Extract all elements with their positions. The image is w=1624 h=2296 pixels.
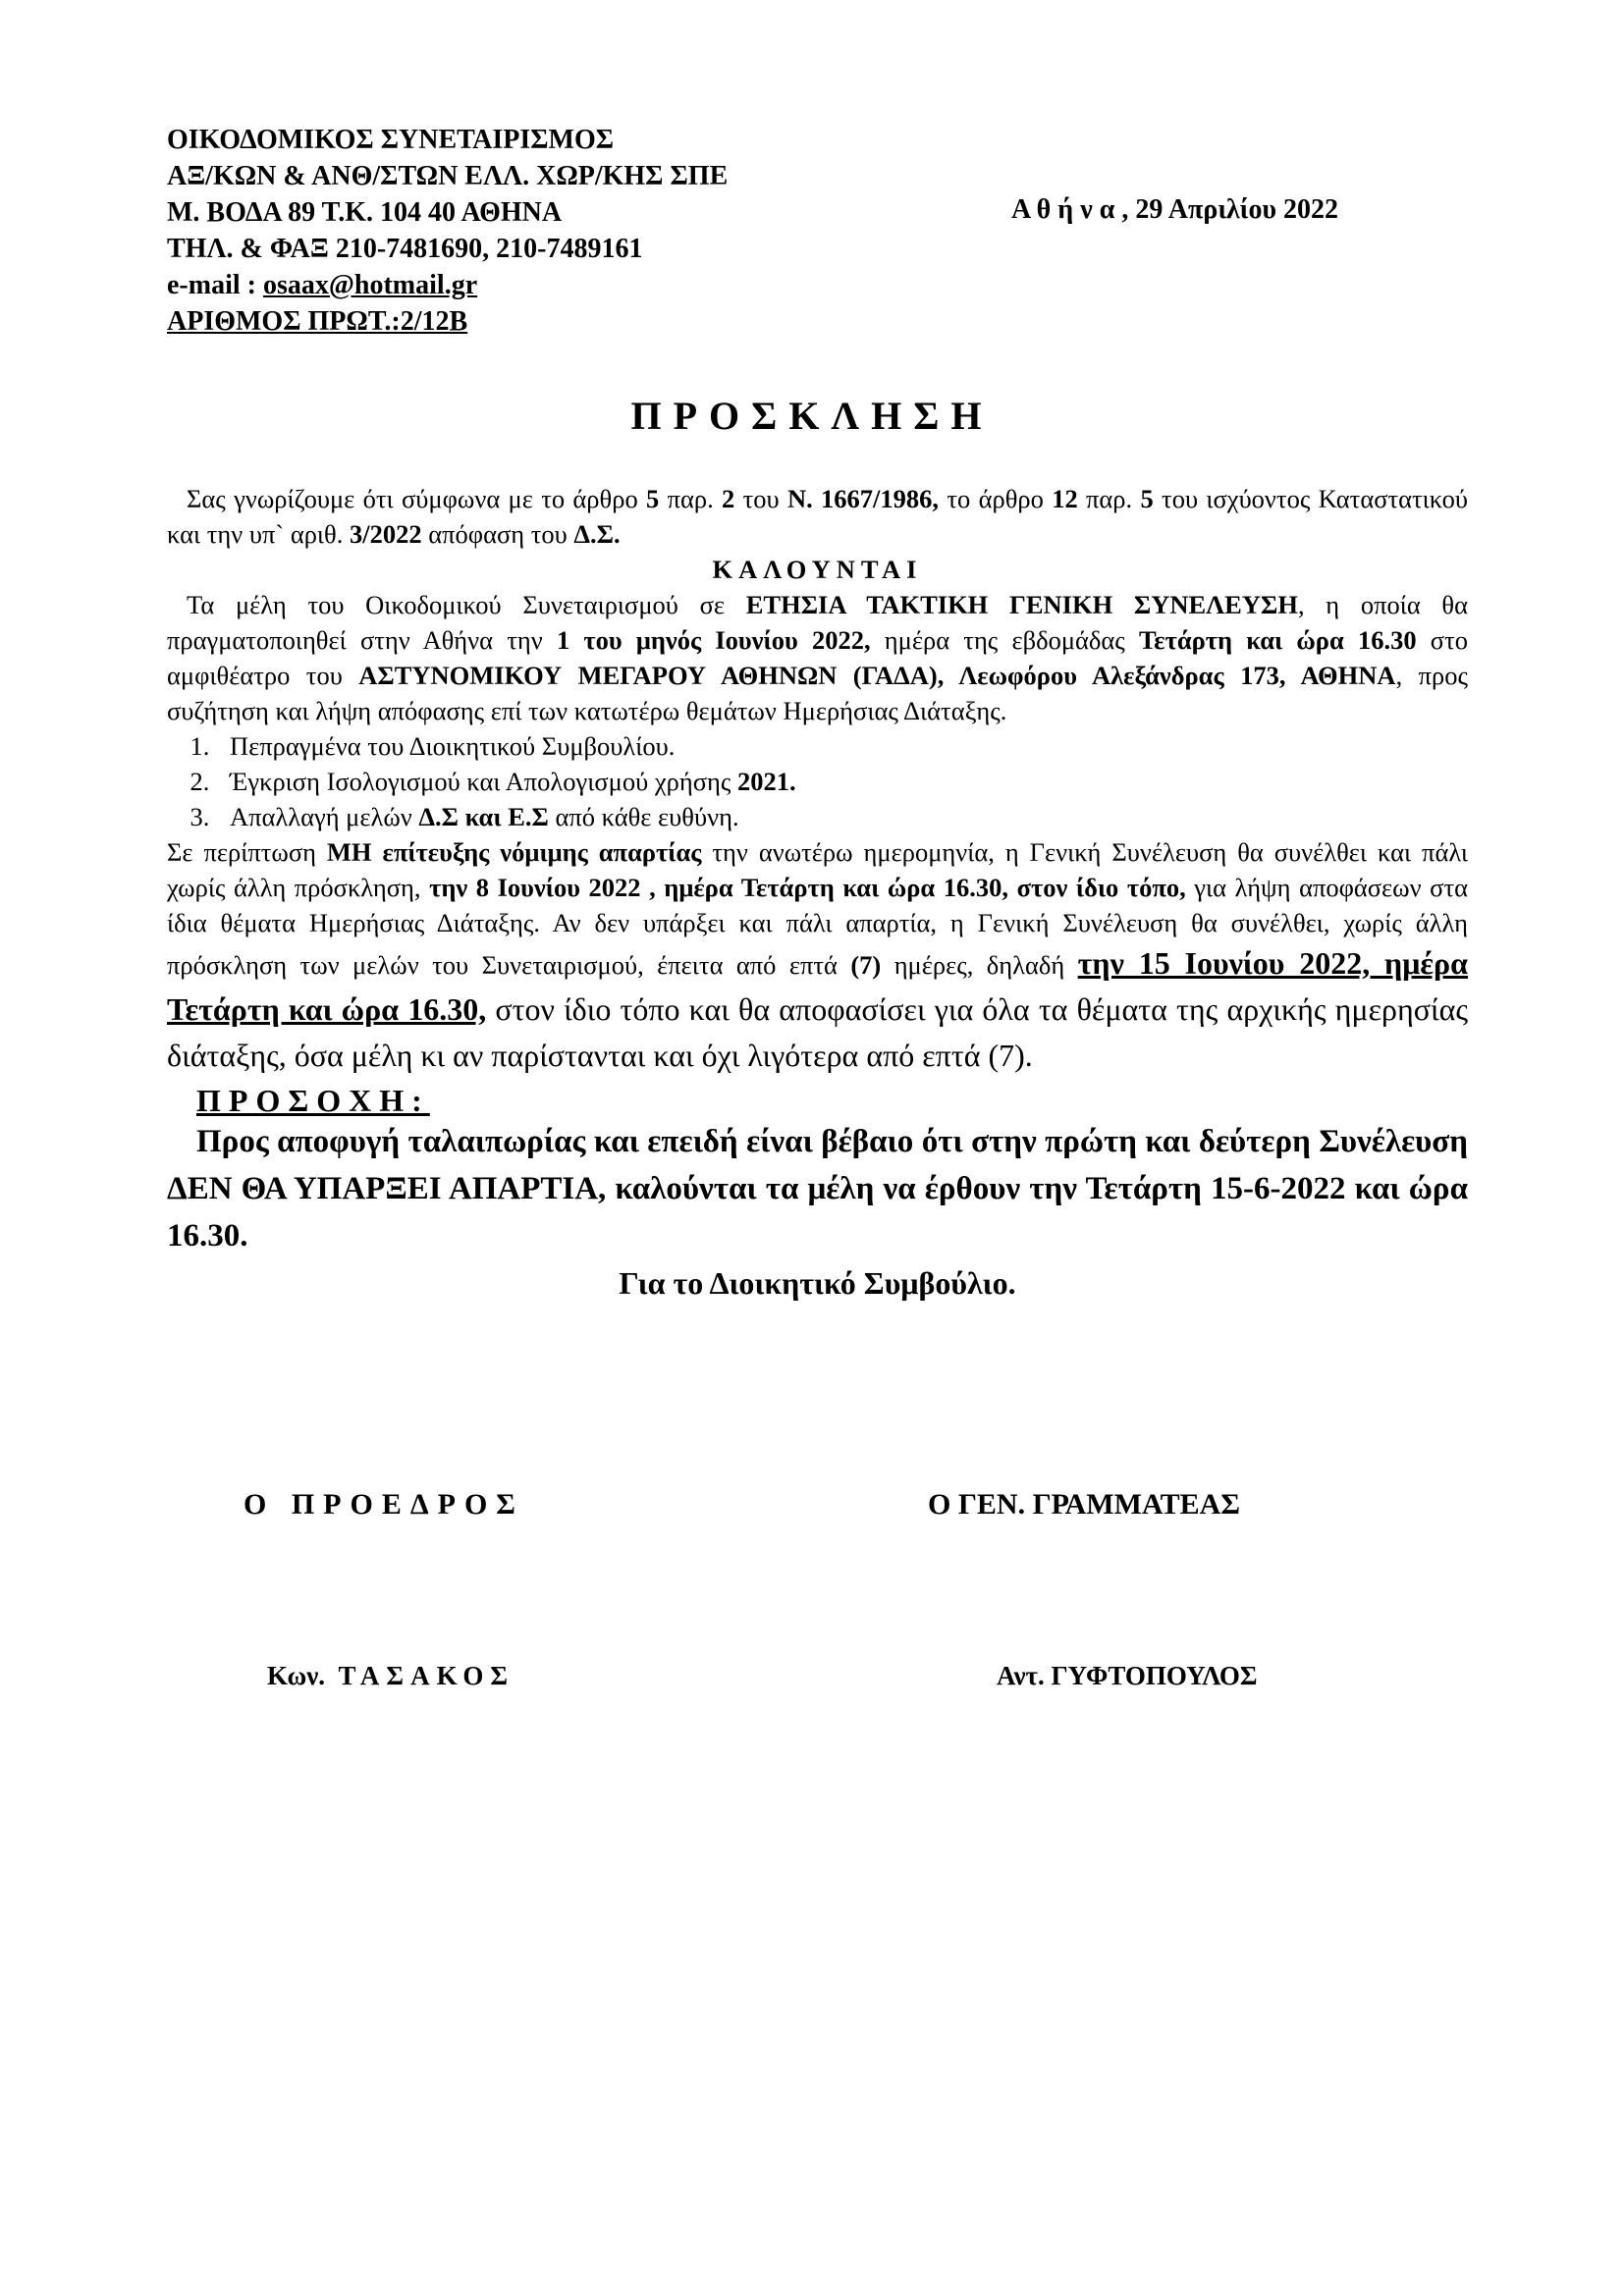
agenda-list [167, 728, 1468, 834]
president-title: Ο ΠΡΟΕΔΡΟΣ [244, 1488, 524, 1521]
quorum-paragraph: Σε περίπτωση ΜΗ επίτευξης νόμιμης απαρτίας την ανωτέρω ημερομηνία, η Γενική Συνέλευση θα συνέλθει και πάλι χωρίς άλλη πρόσκληση, την 8 Ιουνίου 2022 , ημέρα Τετάρτη και ώρα 16.30, στον ίδιο τόπο, για λήψη αποφάσεων στα ίδια θέματα Ημερήσιας Διάταξης. Αν δεν υπάρξει και πάλι απαρτία, η Γενική Συνέλευση θα συνέλθει, χωρίς άλλη πρόσκληση των μελών του Συνεταιρισμού, έπειτα από επτά (7) ημέρες, δηλαδή την 15 Ιουνίου 2022, ημέρα Τετάρτη και ώρα 16.30, στον ίδιο τόπο και θα αποφασίσει για όλα τα θέματα της αρχικής ημερησίας διάταξης, όσα μέλη κι αν παρίστανται και όχι λιγότερα από επτά (7). [167, 837, 1469, 1073]
agenda-item: 3. Απαλλαγή μελών Δ.Σ και Ε.Σ από κάθε ευθύνη. [216, 799, 1468, 834]
letterhead-line-1: ΟΙΚΟΔΟΜΙΚΟΣ ΣΥΝΕΤΑΙΡΙΣΜΟΣ [167, 125, 615, 155]
agenda-item: 1. Πεπραγμένα του Διοικητικού Συμβουλίου. [216, 728, 1468, 764]
letterhead-address: Μ. ΒΟΔΑ 89 Τ.Κ. 104 40 ΑΘΗΝΑ [167, 197, 563, 228]
email-link[interactable]: osaax@hotmail.gr [262, 270, 478, 300]
attention-heading: ΠΡΟΣΟΧΗ: [196, 1083, 430, 1118]
agenda-item: 2. Έγκριση Ισολογισμού και Απολογισμού χρήσης 2021. [216, 764, 1468, 799]
board-signoff: Για το Διοικητικό Συμβούλιο. [619, 1265, 1016, 1301]
document-date: Α θ ή ν α , 29 Απριλίου 2022 [1011, 194, 1338, 225]
email-label: e-mail : [167, 270, 263, 300]
intro-paragraph: Σας γνωρίζουμε ότι σύμφωνα με το άρθρο 5 παρ. 2 του Ν. 1667/1986, το άρθρο 12 παρ. 5 του ισχύοντος Καταστατικού και την υπ` αριθ. 3/2022 απόφαση του Δ.Σ. [167, 484, 1468, 549]
letterhead-line-2: ΑΞ/ΚΩΝ & ΑΝΘ/ΣΤΩΝ ΕΛΛ. ΧΩΡ/ΚΗΣ ΣΠΕ [167, 161, 729, 191]
letterhead [167, 122, 728, 340]
letterhead-phone: ΤΗΛ. & ΦΑΞ 210-7481690, 210-7489161 [167, 234, 643, 264]
attention-paragraph: Προς αποφυγή ταλαιπωρίας και επειδή είναι βέβαιο ότι στην πρώτη και δεύτερη Συνέλευση ΔΕΝ ΘΑ ΥΠΑΡΞΕΙ ΑΠΑΡΤΙΑ, καλούνται τα μέλη να έρθουν την Τετάρτη 15-6-2022 και ώρα 16.30. [167, 1124, 1468, 1254]
letterhead-email-line [167, 267, 728, 303]
document-body [167, 481, 1468, 1301]
kalountai-heading: ΚΑΛΟΥΝΤΑΙ [712, 555, 923, 584]
secretary-name: Αντ. ΓΥΦΤΟΠΟΥΛΟΣ [997, 1661, 1258, 1690]
call-paragraph: Τα μέλη του Οικοδομικού Συνεταιρισμού σε ΕΤΗΣΙΑ ΤΑΚΤΙΚΗ ΓΕΝΙΚΗ ΣΥΝΕΛΕΥΣΗ, η οποία θα πραγματοποιηθεί στην Αθήνα την 1 του μηνός Ιουνίου 2022, ημέρα της εβδομάδας Τετάρτη και ώρα 16.30 στο αμφιθέατρο του ΑΣΤΥΝΟΜΙΚΟΥ ΜΕΓΑΡΟΥ ΑΘΗΝΩΝ (ΓΑΔΑ), Λεωφόρου Αλεξάνδρας 173, ΑΘΗΝΑ, προς συζήτηση και λήψη απόφασης επί των κατωτέρω θεμάτων Ημερήσιας Διάταξης. [167, 590, 1468, 725]
protocol-number: ΑΡΙΘΜΟΣ ΠΡΩΤ.:2/12Β [167, 306, 468, 337]
president-name: Κων. ΤΑΣΑΚΟΣ [267, 1661, 515, 1690]
document-title: ΠΡΟΣΚΛΗΣΗ [630, 394, 994, 438]
secretary-title: Ο ΓΕΝ. ΓΡΑΜΜΑΤΕΑΣ [928, 1488, 1240, 1521]
